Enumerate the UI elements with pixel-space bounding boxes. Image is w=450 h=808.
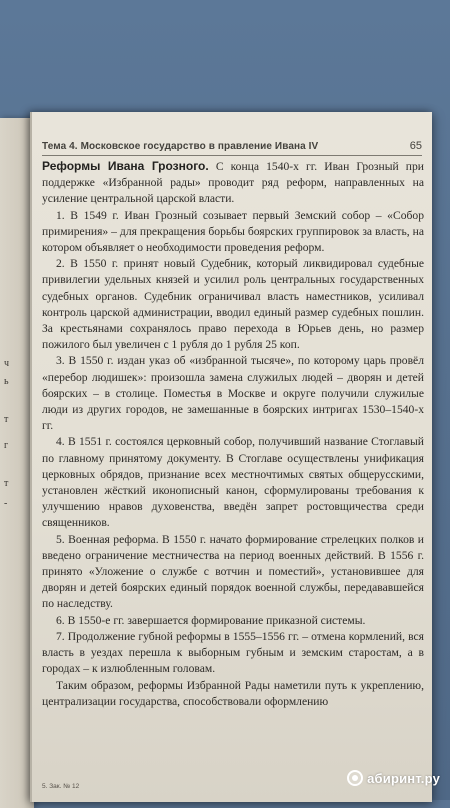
conclusion-paragraph: Таким образом, реформы Избранной Рады наметили путь к укреплению, централизации государства, способствовали оформлению [42, 678, 424, 708]
left-page-fragment: - [4, 498, 8, 509]
reform-paragraph: 3. В 1550 г. издан указ об «избранной тысяче», по которому царь провёл «перебор людишек»: произошла замена служилых людей – дворян и детей боярских – в столице. Поместья в Москве и округе получили служилые люди из других городов, не замешанные в боярских интригах 1530–1540-х гг. [42, 354, 424, 433]
left-page-edge [0, 118, 34, 808]
left-page-fragment: т [4, 414, 9, 425]
page-number: 65 [409, 140, 422, 152]
intro-paragraph [42, 158, 424, 208]
watermark [347, 770, 440, 786]
reform-paragraph: 1. В 1549 г. Иван Грозный созывает первый Земский собор – «Собор примирения» – для прекращения борьбы боярских группировок за власть, на котором объявляет о необходимости проведения реформ. [42, 208, 424, 255]
watermark-text: абиринт.ру [367, 770, 440, 786]
reform-paragraph: 6. В 1550-е гг. завершается формирование приказной системы. [56, 613, 366, 627]
left-page-fragment: ь [4, 376, 9, 387]
page-body [42, 158, 424, 710]
left-page-fragment: ч [4, 358, 10, 369]
running-header [42, 130, 422, 156]
left-page-fragment: г [4, 440, 9, 451]
header-title: Тема 4. Московское государство в правление Ивана IV [42, 141, 319, 152]
reform-paragraph: 5. Военная реформа. В 1550 г. начато формирование стрелецких полков и введено ограничение местничества на период военных действий. В 1556 г. принято «Уложение о службе с вотчин и поместий», установившее для дворян и детей боярских единый порядок военной службы, передававшейся по наследству. [42, 532, 424, 611]
book-page [30, 112, 432, 802]
reform-paragraph: 7. Продолжение губной реформы в 1555–1556 гг. – отмена кормлений, вся власть в уездах перешла к выборным губным и земским старостам, а в городах – к излюбленным головам. [42, 629, 424, 676]
reform-paragraph: 2. В 1550 г. принят новый Судебник, который ликвидировал судебные привилегии удельных князей и усилил роль центральных государственных судебных органов. Судебник ограничивал власть наместников, усиливал контроль царской администрации, вводил единый размер судебных пошлин. За крестьянами сохранялось право перехода в Юрьев день, но размер пожилого был увеличен с 1 рубля до 1 рубля 25 коп. [42, 257, 424, 352]
intro-text: С конца 1540-х гг. Иван Грозный при поддержке «Избранной рады» проводит ряд реформ, направленных на усиление центральной царской власти. [42, 160, 424, 206]
reform-paragraph: 4. В 1551 г. состоялся церковный собор, получивший название Стоглавый по главному принятому документу. В Стоглаве осуществлены унификация церковных обрядов, признание всех местночтимых святых общерусскими, установлен жёсткий иконописный канон, сформулированы требования к улучшению нравов духовенства, введён запрет ростовщичества среди священников. [42, 435, 424, 530]
left-page-fragment: т [4, 478, 9, 489]
labirint-logo-icon [347, 770, 363, 786]
print-mark: 5. Зак. № 12 [42, 783, 80, 790]
section-heading: Реформы Ивана Грозного. [42, 159, 209, 173]
